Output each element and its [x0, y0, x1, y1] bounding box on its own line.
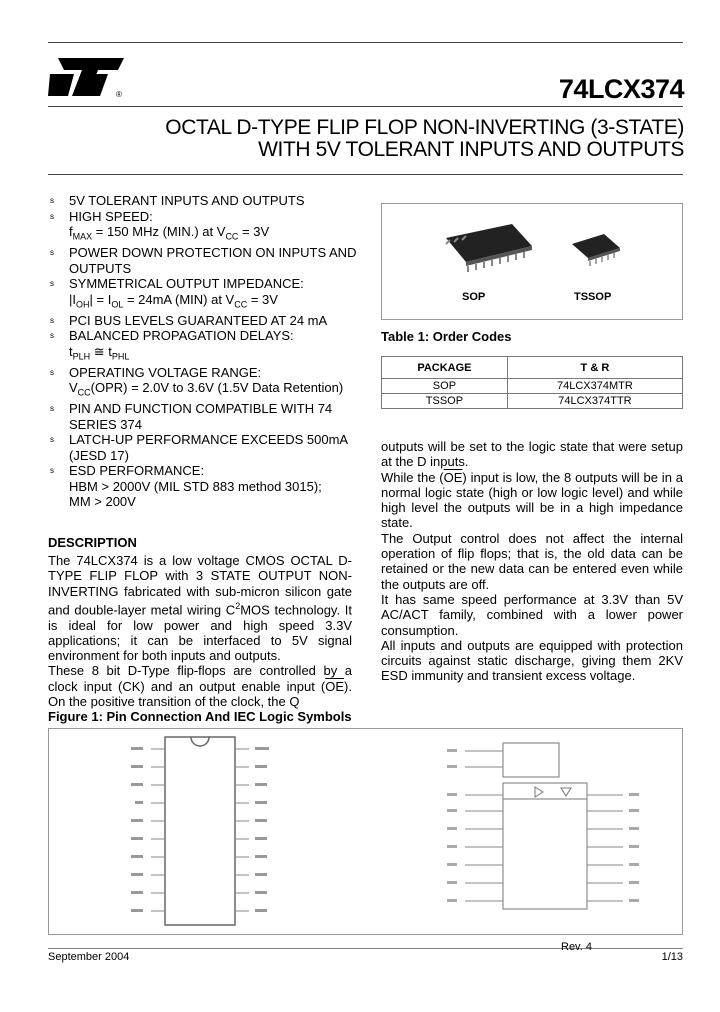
- figure-box: [48, 728, 683, 935]
- feature-item: s PCI BUS LEVELS GUARANTEED AT 24 mA: [50, 312, 328, 328]
- feature-item: s POWER DOWN PROTECTION ON INPUTS AND OUTPUTS: [50, 245, 357, 276]
- feature-item: s HIGH SPEED: $f_{MAX} = 150$ MHz (MIN.) at $V_{CC} = 3V$: [50, 208, 270, 242]
- feature-item: s LATCH-UP PERFORMANCE EXCEEDS 500mA (JESD 17): [50, 432, 348, 463]
- description-right-column: [381, 439, 683, 684]
- order-codes-table: [381, 356, 683, 409]
- page-title: [165, 117, 684, 161]
- features-list: [48, 193, 358, 510]
- footer-page-number: 1/13: [661, 951, 683, 963]
- st-logo: [48, 56, 126, 98]
- table-header-row: [382, 357, 683, 379]
- feature-item: s OPERATING VOLTAGE RANGE: $V_{CC}(OPR) = 2.0V$ to 3.6V (1.5V Data Retention): [50, 364, 344, 398]
- feature-item: s PIN AND FUNCTION COMPATIBLE WITH 74 SERIES 374: [50, 401, 333, 432]
- tssop-label: TSSOP: [574, 291, 612, 303]
- description-paragraph: The 74LCX374 is a low voltage CMOS OCTAL D-TYPE FLIP FLOP with 3 STATE OUTPUT NON-INVERTING fabricated with sub-micron silicon gate and double-layer metal wiring $C^2MOS$ technology. It is ideal for low power and high speed 3.3V applications; it can be interfaced to 5V signal environment for both inputs and outputs.: [48, 553, 352, 664]
- table-row: [382, 379, 683, 394]
- table-header-cell: PACKAGE: [382, 357, 508, 379]
- feature-item: s ESD PERFORMANCE: HBM > 2000V (MIL STD 883 method 3015); MM > 200V: [50, 463, 322, 510]
- part-number: 74LCX374: [558, 74, 684, 104]
- table-cell: SOP: [382, 379, 508, 394]
- table-cell: 74LCX374MTR: [507, 379, 682, 394]
- table-header-cell: T & R: [507, 357, 682, 379]
- table-cell: 74LCX374TTR: [507, 394, 682, 409]
- table-row: [382, 394, 683, 409]
- feature-item: s BALANCED PROPAGATION DELAYS: $t_{PLH}$ ≅ $t_{PHL}$: [50, 328, 294, 362]
- figure-title: Figure 1: Pin Connection And IEC Logic Symbols: [48, 709, 352, 724]
- description-paragraph: These 8 bit D-Type flip-flops are controlled by a clock input (CK) and an output enable input $(\overline{OE})$. On the positive transition of the clock, the Q: [48, 663, 352, 709]
- pin-connection-diagram: [129, 735, 289, 931]
- description-heading: DESCRIPTION: [48, 535, 137, 550]
- iec-logic-symbol: [445, 737, 645, 931]
- title-rule: [48, 174, 683, 175]
- order-table-title: Table 1: Order Codes: [381, 329, 512, 344]
- description-paragraph: The Output control does not affect the internal operation of flip flops; that is, the old data can be retained or the new data can be entered even while the outputs are off.: [381, 530, 683, 592]
- sop-package-image: [438, 218, 538, 274]
- description-paragraph: outputs will be set to the logic state that were setup at the D inputs.: [381, 439, 683, 470]
- footer-rev: Rev. 4: [561, 941, 592, 953]
- description-paragraph: It has same speed performance at 3.3V than 5V AC/ACT family, combined with a lower power consumption.: [381, 591, 683, 638]
- sop-label: SOP: [462, 291, 486, 303]
- footer-date: September 2004: [48, 951, 130, 963]
- feature-item: s SYMMETRICAL OUTPUT IMPEDANCE: $|I_{OH}| = I_{OL} = 24mA$ (MIN) at $V_{CC} = 3V$: [50, 276, 304, 310]
- registered-mark: ®: [116, 90, 122, 99]
- feature-item: s 5V TOLERANT INPUTS AND OUTPUTS: [50, 193, 305, 208]
- package-image-box: [381, 203, 683, 320]
- table-cell: TSSOP: [382, 394, 508, 409]
- header-rule: [48, 106, 683, 107]
- tssop-package-image: [568, 230, 624, 270]
- description-left-column: [48, 553, 352, 709]
- title-line-1: OCTAL D-TYPE FLIP FLOP NON-INVERTING (3-STATE): [165, 116, 684, 139]
- title-line-2: WITH 5V TOLERANT INPUTS AND OUTPUTS: [258, 138, 684, 161]
- description-paragraph: All inputs and outputs are equipped with protection circuits against static discharge, giving them 2KV ESD immunity and transient excess voltage.: [381, 637, 683, 684]
- description-paragraph: While the $(\overline{OE})$ input is low, the 8 outputs will be in a normal logic state (high or low logic level) and while high level the outputs will be in a high impedance state.: [381, 469, 683, 531]
- top-rule: [48, 42, 683, 43]
